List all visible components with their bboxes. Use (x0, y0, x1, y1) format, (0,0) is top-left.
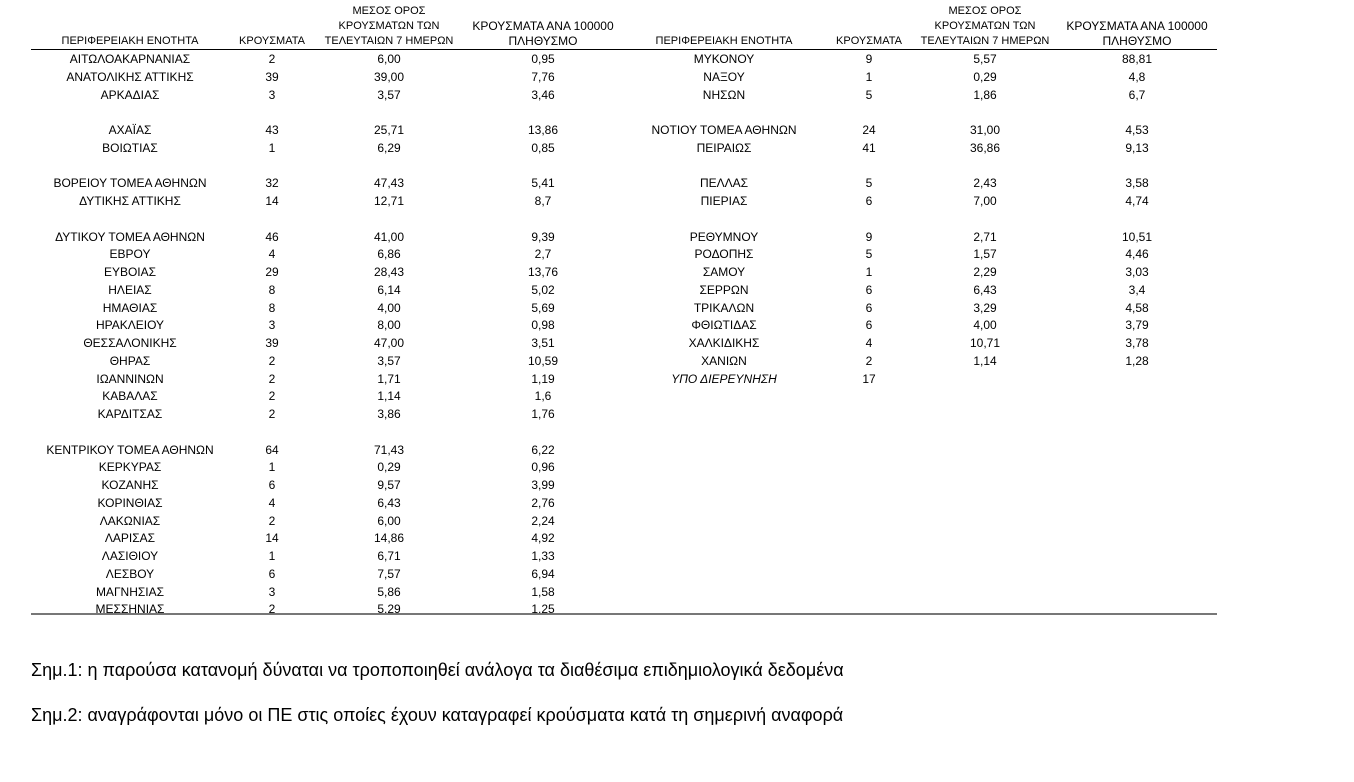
cell-per100k: 9,39 (531, 229, 555, 244)
cell-per100k: 1,28 (1125, 353, 1149, 368)
note-1: Σημ.1: η παρούσα κατανομή δύναται να τροποποιηθεί ανάλογα τα διαθέσιμα επιδημιολογικά δεδομένα (31, 660, 844, 680)
cell-region: ΠΕΙΡΑΙΩΣ (696, 140, 752, 155)
cell-avg: 6,14 (377, 282, 401, 297)
cell-avg: 7,57 (377, 566, 401, 581)
cell-region: ΚΟΖΑΝΗΣ (101, 478, 159, 492)
table-row (31, 229, 631, 247)
cell-avg: 3,57 (377, 353, 401, 368)
header-avg-line1: ΜΕΣΟΣ ΟΡΟΣ (352, 5, 426, 17)
cell-avg: 6,29 (377, 140, 401, 155)
cell-cases: 14 (265, 531, 279, 546)
cell-avg: 5,57 (973, 52, 997, 66)
table-row (31, 459, 631, 477)
cell-per100k: 3,58 (1125, 176, 1149, 191)
cell-cases: 3 (268, 87, 276, 102)
cell-cases: 1 (865, 69, 873, 84)
cases-table (31, 0, 1217, 616)
cell-region: ΗΛΕΙΑΣ (108, 282, 152, 297)
cell-cases: 2 (865, 353, 873, 368)
cell-region: ΝΗΣΩΝ (702, 87, 746, 102)
cell-cases: 6 (865, 300, 873, 315)
cell-per100k: 0,96 (531, 460, 555, 475)
cell-cases: 6 (865, 194, 873, 208)
cell-region: ΚΕΡΚΥΡΑΣ (98, 460, 162, 475)
cell-cases: 32 (265, 176, 279, 191)
cell-cases: 8 (268, 300, 276, 315)
left-column (31, 51, 631, 619)
cell-region: ΔΥΤΙΚΗΣ ΑΤΤΙΚΗΣ (79, 194, 181, 208)
cell-region: ΔΥΤΙΚΟΥ ΤΟΜΕΑ ΑΘΗΝΩΝ (55, 229, 205, 244)
cell-per100k: 5,69 (531, 300, 555, 315)
cell-region: ΑΙΤΩΛΟΑΚΑΡΝΑΝΙΑΣ (69, 52, 191, 66)
cell-region: ΜΕΣΣΗΝΙΑΣ (95, 602, 165, 617)
cell-avg: 3,57 (377, 87, 401, 102)
cell-region: ΣΑΜΟΥ (702, 265, 746, 279)
cell-per100k: 5,02 (531, 282, 555, 297)
cell-region: ΑΧΑΪΑΣ (108, 123, 152, 137)
cell-cases: 2 (268, 371, 276, 386)
cell-cases: 5 (865, 247, 873, 262)
cell-region: ΒΟΡΕΙΟΥ ΤΟΜΕΑ ΑΘΗΝΩΝ (53, 176, 207, 191)
cell-cases: 1 (268, 460, 276, 475)
cell-cases: 14 (265, 194, 279, 208)
table-row (631, 335, 1217, 353)
cell-cases: 2 (268, 52, 276, 66)
cell-region: ΧΑΛΚΙΔΙΚΗΣ (688, 336, 760, 350)
table-row (31, 388, 631, 406)
header-per100k-left (467, 19, 619, 49)
cell-per100k: 3,51 (531, 336, 555, 350)
cell-avg: 4,00 (377, 300, 401, 315)
cell-avg: 8,00 (377, 318, 401, 333)
cell-region: ΦΘΙΩΤΙΔΑΣ (691, 318, 757, 333)
table-row (31, 175, 631, 193)
header-cases-right (831, 34, 907, 49)
cell-per100k: 88,81 (1121, 52, 1153, 66)
cell-per100k: 13,86 (527, 123, 559, 137)
cell-per100k: 1,76 (531, 407, 555, 421)
cell-avg: 31,00 (969, 123, 1001, 137)
cell-cases: 29 (265, 265, 279, 279)
cell-region: ΕΒΡΟΥ (109, 247, 151, 262)
cell-avg: 2,43 (973, 176, 997, 191)
cell-region: ΚΕΝΤΡΙΚΟΥ ΤΟΜΕΑ ΑΘΗΝΩΝ (46, 442, 214, 457)
cell-per100k: 0,95 (531, 52, 555, 66)
cell-avg: 14,86 (373, 531, 405, 546)
cell-per100k: 4,92 (531, 531, 555, 546)
cell-avg: 7,00 (973, 194, 997, 208)
note-2: Σημ.2: αναγράφονται μόνο οι ΠΕ στις οποίες έχουν καταγραφεί κρούσματα κατά τη σημερινή αναφορά (31, 705, 844, 725)
cell-region: ΘΗΡΑΣ (109, 353, 151, 368)
cell-region: ΚΑΒΑΛΑΣ (102, 389, 158, 404)
cell-region: ΧΑΝΙΩΝ (701, 353, 747, 368)
cell-avg: 47,43 (373, 176, 405, 191)
cell-avg: 3,29 (973, 300, 997, 315)
cell-avg: 25,71 (373, 123, 405, 137)
cell-cases: 9 (865, 52, 873, 66)
cell-cases: 2 (268, 602, 276, 617)
cell-region: ΒΟΙΩΤΙΑΣ (102, 140, 158, 155)
table-row (631, 69, 1217, 87)
header-avg-line3: ΤΕΛΕΥΤΑΙΩΝ 7 ΗΜΕΡΩΝ (324, 35, 454, 47)
cell-avg: 1,71 (377, 371, 401, 386)
header-avg-line1: ΜΕΣΟΣ ΟΡΟΣ (948, 5, 1022, 17)
cell-per100k: 10,59 (527, 353, 559, 368)
cell-avg: 12,71 (373, 194, 405, 208)
table-row (31, 353, 631, 371)
header-cases-left (235, 34, 309, 49)
cell-avg: 9,57 (377, 478, 401, 492)
table-row (31, 406, 631, 424)
cell-region: ΚΟΡΙΝΘΙΑΣ (97, 495, 163, 510)
cell-cases: 9 (865, 229, 873, 244)
cell-cases: 24 (862, 123, 876, 137)
cell-region: ΝΑΞΟΥ (703, 69, 745, 84)
cell-cases: 6 (865, 318, 873, 333)
cell-per100k: 2,7 (534, 247, 552, 262)
header-avg-right (917, 4, 1053, 49)
cell-per100k: 1,58 (531, 584, 555, 599)
table-row (31, 495, 631, 513)
table-row (31, 601, 631, 619)
cell-per100k: 4,8 (1128, 69, 1146, 84)
cell-cases: 4 (268, 247, 276, 262)
cell-cases: 64 (265, 442, 279, 457)
table-row (31, 548, 631, 566)
cell-region: ΤΡΙΚΑΛΩΝ (693, 300, 755, 315)
header-per100k-right (1061, 19, 1213, 49)
header-per100k-line1: ΚΡΟΥΣΜΑΤΑ ΑΝΑ 100000 (1066, 19, 1208, 33)
header-avg-line2: ΚΡΟΥΣΜΑΤΩΝ ΤΩΝ (934, 20, 1036, 32)
header-avg-line3: ΤΕΛΕΥΤΑΙΩΝ 7 ΗΜΕΡΩΝ (920, 35, 1050, 47)
table-row (631, 122, 1217, 140)
table-row (631, 193, 1217, 211)
header-avg-left (321, 4, 457, 49)
cell-per100k: 10,51 (1121, 229, 1153, 244)
cell-avg: 10,71 (969, 336, 1001, 350)
cell-per100k: 4,53 (1125, 123, 1149, 137)
spacer-row (631, 104, 1217, 122)
cell-per100k: 9,13 (1125, 140, 1149, 155)
cell-cases: 8 (268, 282, 276, 297)
cell-cases: 1 (268, 549, 276, 563)
cell-cases: 5 (865, 87, 873, 102)
cell-avg: 6,00 (377, 513, 401, 528)
cell-region: ΜΥΚΟΝΟΥ (693, 52, 755, 66)
cell-per100k: 8,7 (534, 194, 552, 208)
cell-cases: 17 (862, 371, 876, 386)
cell-avg: 6,43 (377, 495, 401, 510)
cell-per100k: 0,85 (531, 140, 555, 155)
cell-cases: 43 (265, 123, 279, 137)
cell-region: ΡΕΘΥΜΝΟΥ (689, 229, 759, 244)
cell-region: ΜΑΓΝΗΣΙΑΣ (95, 584, 165, 599)
table-row (631, 140, 1217, 158)
cell-cases: 6 (268, 478, 276, 492)
cell-per100k: 13,76 (527, 265, 559, 279)
cell-region: ΥΠΟ ΔΙΕΡΕΥΝΗΣΗ (671, 371, 777, 386)
cell-avg: 5,29 (377, 602, 401, 617)
cell-cases: 3 (268, 584, 276, 599)
cell-avg: 3,86 (377, 407, 401, 421)
cell-avg: 41,00 (373, 229, 405, 244)
table-row (31, 371, 631, 389)
cell-region: ΛΑΣΙΘΙΟΥ (101, 549, 159, 563)
spacer-row (31, 211, 631, 229)
cell-avg: 5,86 (377, 584, 401, 599)
cell-cases: 1 (268, 140, 276, 155)
table-row (631, 229, 1217, 247)
header-per100k-line1: ΚΡΟΥΣΜΑΤΑ ΑΝΑ 100000 (472, 19, 614, 33)
table-row (31, 513, 631, 531)
cell-per100k: 4,58 (1125, 300, 1149, 315)
table-row (631, 282, 1217, 300)
cell-avg: 2,29 (973, 265, 997, 279)
cell-region: ΠΙΕΡΙΑΣ (700, 194, 748, 208)
cell-avg: 2,71 (973, 229, 997, 244)
table-row (631, 246, 1217, 264)
cell-region: ΚΑΡΔΙΤΣΑΣ (97, 407, 163, 421)
cell-cases: 1 (865, 265, 873, 279)
cell-cases: 3 (268, 318, 276, 333)
table-row (31, 300, 631, 318)
table-row (31, 530, 631, 548)
header-region-right (651, 34, 797, 49)
cell-cases: 4 (268, 495, 276, 510)
table-row (31, 584, 631, 602)
cell-avg: 1,86 (973, 87, 997, 102)
table-row (31, 87, 631, 105)
table-row (631, 371, 1217, 389)
header-cases-label: ΚΡΟΥΣΜΑΤΑ (239, 35, 305, 47)
cell-cases: 2 (268, 513, 276, 528)
cell-avg: 36,86 (969, 140, 1001, 155)
cell-cases: 46 (265, 229, 279, 244)
cell-region: ΛΕΣΒΟΥ (105, 566, 155, 581)
table-row (631, 87, 1217, 105)
cell-region: ΛΑΡΙΣΑΣ (104, 531, 156, 546)
table-row (31, 193, 631, 211)
cell-per100k: 4,46 (1125, 247, 1149, 262)
cell-cases: 6 (865, 282, 873, 297)
header-region-label: ΠΕΡΙΦΕΡΕΙΑΚΗ ΕΝΟΤΗΤΑ (61, 35, 199, 47)
table-row (631, 51, 1217, 69)
cell-per100k: 6,94 (531, 566, 555, 581)
header-divider (31, 49, 1217, 50)
cell-cases: 39 (265, 69, 279, 84)
table-row (31, 317, 631, 335)
cell-per100k: 3,4 (1128, 282, 1146, 297)
table-row (31, 566, 631, 584)
cell-avg: 0,29 (377, 460, 401, 475)
cell-per100k: 4,74 (1125, 194, 1149, 208)
table-row (631, 264, 1217, 282)
cell-avg: 6,86 (377, 247, 401, 262)
cell-region: ΛΑΚΩΝΙΑΣ (99, 513, 161, 528)
cell-cases: 4 (865, 336, 873, 350)
table-row (31, 335, 631, 353)
cell-per100k: 6,7 (1128, 87, 1146, 102)
cell-per100k: 2,24 (531, 513, 555, 528)
cell-region: ΑΡΚΑΔΙΑΣ (100, 87, 160, 102)
table-row (31, 442, 631, 460)
cell-avg: 4,00 (973, 318, 997, 333)
cell-per100k: 2,76 (531, 495, 555, 510)
cell-avg: 0,29 (973, 69, 997, 84)
table-row (31, 140, 631, 158)
table-row (31, 282, 631, 300)
spacer-row (631, 158, 1217, 176)
cell-avg: 1,57 (973, 247, 997, 262)
cell-avg: 71,43 (373, 442, 405, 457)
cell-avg: 39,00 (373, 69, 405, 84)
cell-cases: 2 (268, 353, 276, 368)
header-avg-line2: ΚΡΟΥΣΜΑΤΩΝ ΤΩΝ (338, 20, 440, 32)
cell-region: ΣΕΡΡΩΝ (699, 282, 749, 297)
table-row (631, 317, 1217, 335)
cell-per100k: 1,25 (531, 602, 555, 617)
cell-cases: 5 (865, 176, 873, 191)
table-row (31, 246, 631, 264)
table-row (631, 175, 1217, 193)
cell-per100k: 1,6 (534, 389, 552, 404)
cell-per100k: 3,78 (1125, 336, 1149, 350)
cell-cases: 41 (862, 140, 876, 155)
header-per100k-line2: ΠΛΗΘΥΣΜΟ (1102, 34, 1172, 48)
cell-avg: 47,00 (373, 336, 405, 350)
cell-per100k: 1,19 (531, 371, 555, 386)
cell-region: ΕΥΒΟΙΑΣ (103, 265, 157, 279)
header-cases-label: ΚΡΟΥΣΜΑΤΑ (836, 35, 902, 47)
header-region-left (31, 34, 229, 49)
table-row (631, 353, 1217, 371)
cell-avg: 28,43 (373, 265, 405, 279)
table-row (31, 69, 631, 87)
cell-avg: 6,43 (973, 282, 997, 297)
table-row (31, 264, 631, 282)
cell-region: ΗΡΑΚΛΕΙΟΥ (95, 318, 165, 333)
spacer-row (631, 211, 1217, 229)
cell-avg: 6,71 (377, 549, 401, 563)
cell-avg: 1,14 (377, 389, 401, 404)
header-per100k-line2: ΠΛΗΘΥΣΜΟ (508, 34, 578, 48)
cell-per100k: 3,03 (1125, 265, 1149, 279)
cell-cases: 2 (268, 407, 276, 421)
spacer-row (31, 158, 631, 176)
right-column (631, 51, 1217, 388)
cell-per100k: 3,46 (531, 87, 555, 102)
table-bottom-divider (31, 613, 1217, 615)
cell-per100k: 0,98 (531, 318, 555, 333)
header-region-label: ΠΕΡΙΦΕΡΕΙΑΚΗ ΕΝΟΤΗΤΑ (655, 35, 793, 47)
cell-per100k: 7,76 (531, 69, 555, 84)
table-row (31, 122, 631, 140)
cell-region: ΙΩΑΝΝΙΝΩΝ (96, 371, 164, 386)
cell-avg: 6,00 (377, 52, 401, 66)
cell-per100k: 5,41 (531, 176, 555, 191)
spacer-row (31, 104, 631, 122)
cell-region: ΡΟΔΟΠΗΣ (694, 247, 754, 262)
table-row (31, 51, 631, 69)
cell-per100k: 3,79 (1125, 318, 1149, 333)
cell-cases: 6 (268, 566, 276, 581)
cell-per100k: 1,33 (531, 549, 555, 563)
cell-cases: 2 (268, 389, 276, 404)
table-row (631, 300, 1217, 318)
cell-region: ΗΜΑΘΙΑΣ (102, 300, 158, 315)
cell-region: ΠΕΛΛΑΣ (699, 176, 749, 191)
table-row (31, 477, 631, 495)
cell-region: ΑΝΑΤΟΛΙΚΗΣ ΑΤΤΙΚΗΣ (66, 69, 194, 84)
cell-per100k: 6,22 (531, 442, 555, 457)
cell-cases: 39 (265, 336, 279, 350)
spacer-row (31, 424, 631, 442)
cell-region: ΘΕΣΣΑΛΟΝΙΚΗΣ (83, 336, 177, 350)
cell-region: ΝΟΤΙΟΥ ΤΟΜΕΑ ΑΘΗΝΩΝ (651, 123, 797, 137)
cell-per100k: 3,99 (531, 478, 555, 492)
cell-avg: 1,14 (973, 353, 997, 368)
